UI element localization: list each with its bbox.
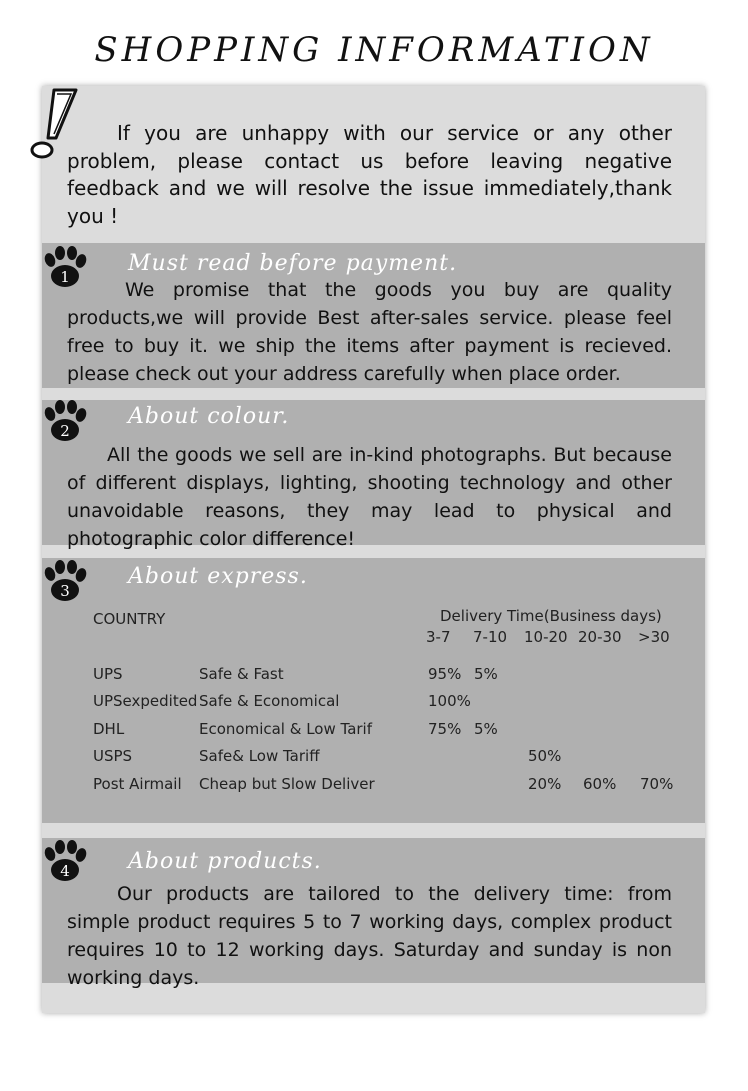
delivery-value: 20%: [528, 775, 562, 793]
carrier-name: UPSexpedited: [93, 692, 198, 710]
carrier-desc: Economical & Low Tarif: [199, 720, 372, 738]
paw-icon: [42, 398, 88, 444]
range-header: >30: [638, 628, 670, 646]
section-number: 4: [60, 862, 70, 880]
carrier-name: USPS: [93, 747, 133, 765]
delivery-value: 95%: [428, 665, 462, 683]
delivery-value: 5%: [474, 720, 498, 738]
range-header: 7-10: [473, 628, 508, 646]
section-paragraph: [67, 441, 672, 553]
carrier-desc: Cheap but Slow Deliver: [199, 775, 375, 793]
country-header: COUNTRY: [93, 610, 166, 628]
section-heading: About express.: [128, 564, 308, 589]
intro-text: If you are unhappy with our service or any other problem, please contact us before leaving negative feedback and we will resolve the issue immediately,thank you !: [67, 121, 672, 228]
section-body: All the goods we sell are in-kind photographs. But because of different displays, lighting, shooting technology and other unavoidable reasons, they may lead to physical and photographic color difference!: [67, 444, 672, 550]
range-header: 20-30: [578, 628, 622, 646]
paw-icon: [42, 838, 88, 884]
paw-icon: [42, 558, 88, 604]
carrier-name: DHL: [93, 720, 125, 738]
delivery-header: Delivery Time(Business days): [440, 607, 662, 625]
carrier-desc: Safe& Low Tariff: [199, 747, 320, 765]
delivery-value: 60%: [583, 775, 617, 793]
section-heading: About products.: [128, 849, 322, 874]
delivery-value: 70%: [640, 775, 674, 793]
delivery-value: 5%: [474, 665, 498, 683]
section-paragraph: [67, 880, 672, 992]
section-body: Our products are tailored to the delivery time: from simple product requires 5 to 7 working days, complex product requires 10 to 12 working days. Saturday and sunday is non working days.: [67, 883, 672, 989]
section-paragraph: [67, 276, 672, 388]
carrier-desc: Safe & Economical: [199, 692, 340, 710]
delivery-value: 75%: [428, 720, 462, 738]
intro-paragraph: [67, 120, 672, 230]
carrier-name: Post Airmail: [93, 775, 182, 793]
section-heading: Must read before payment.: [128, 251, 458, 276]
range-header: 10-20: [524, 628, 568, 646]
section-number: 2: [60, 422, 70, 440]
delivery-value: 100%: [428, 692, 471, 710]
carrier-name: UPS: [93, 665, 123, 683]
carrier-desc: Safe & Fast: [199, 665, 284, 683]
delivery-value: 50%: [528, 747, 562, 765]
section-number: 1: [60, 268, 70, 286]
range-header: 3-7: [426, 628, 451, 646]
section-number: 3: [60, 582, 70, 600]
page-title: SHOPPING INFORMATION: [94, 30, 654, 70]
section-heading: About colour.: [128, 404, 290, 429]
section-body: We promise that the goods you buy are quality products,we will provide Best after-sales service. please feel free to buy it. we ship the items after payment is recieved. please check out your address carefully when place order.: [67, 279, 672, 385]
